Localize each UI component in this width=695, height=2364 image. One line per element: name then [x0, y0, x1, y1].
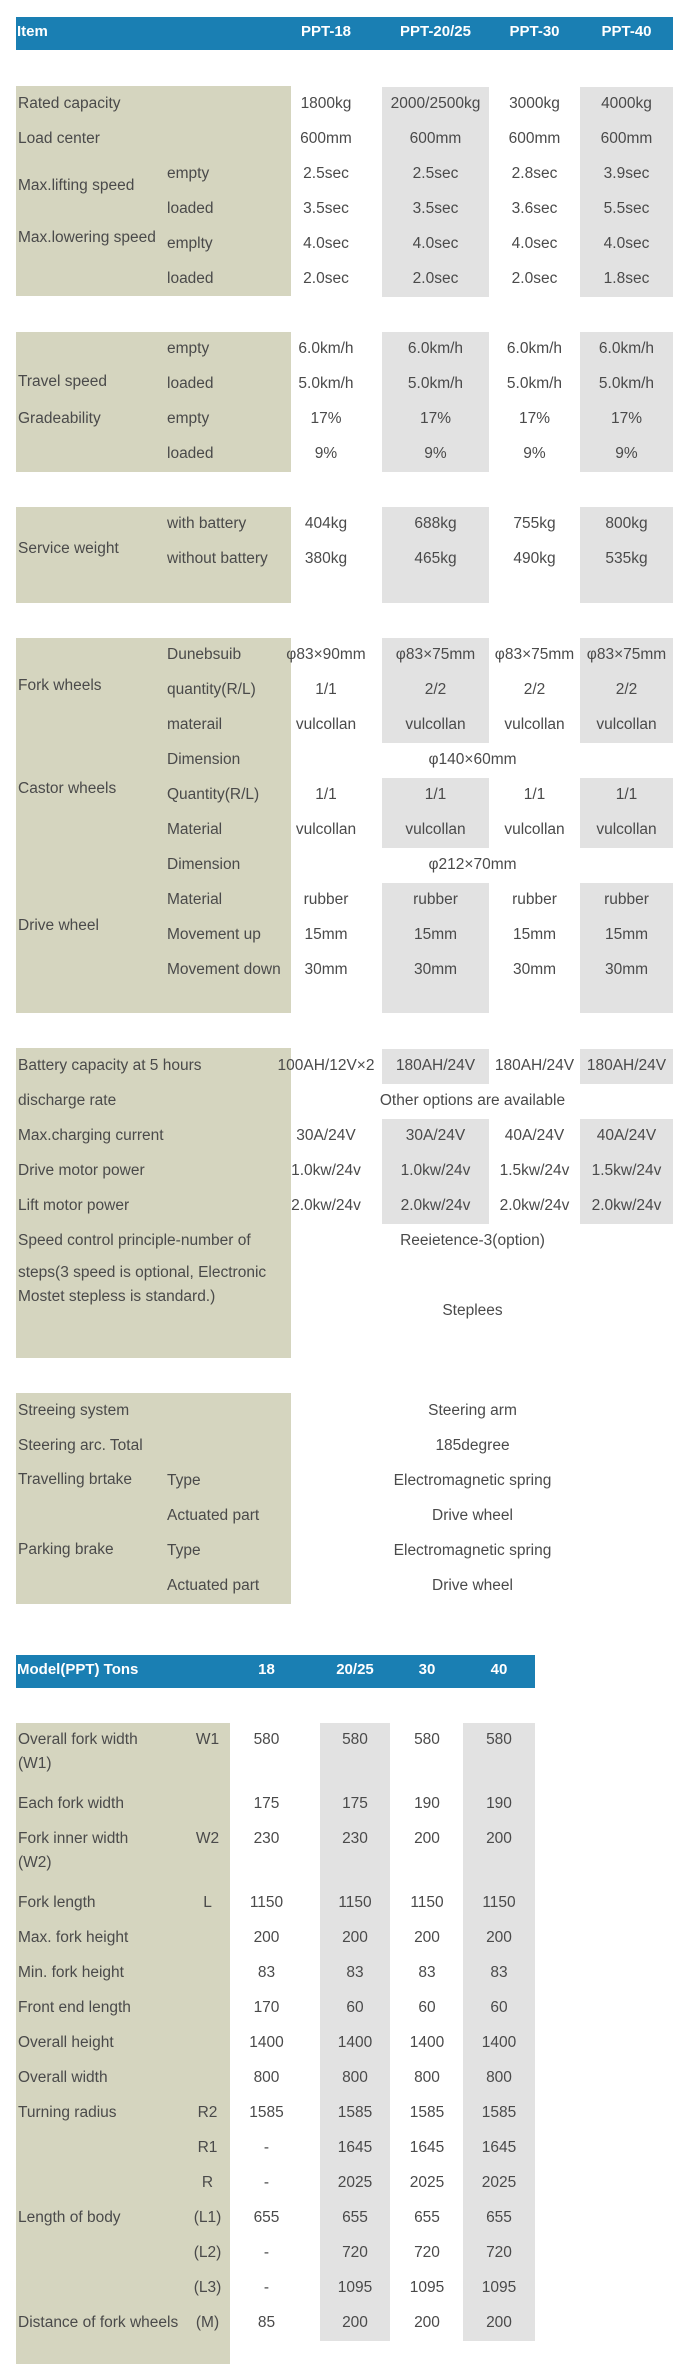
spec-cell-value: 5.0km/h [506, 375, 563, 392]
dimension-row-code: (M) [195, 2314, 220, 2331]
spec-cell-value: vulcollan [596, 716, 657, 733]
spec-cell-value: 1.0kw/24v [291, 1162, 361, 1179]
dimension-row-code: R1 [197, 2139, 218, 2156]
dimension-cell-value: 800 [342, 2069, 368, 2086]
dimension-cell-value: 1400 [481, 2034, 517, 2051]
dimension-row-code: (L3) [193, 2279, 222, 2296]
spec-cell-value: 17% [310, 410, 342, 427]
spec-cell-value: 800kg [605, 515, 648, 532]
spec-cell-value: 600mm [409, 130, 462, 147]
spec-row-sublabel: emplty [167, 235, 213, 252]
dimension-cell-value: 1095 [481, 2279, 517, 2296]
spec-cell-value: vulcollan [295, 821, 357, 838]
spec-cell-value: rubber [512, 891, 557, 908]
spec-cell-value: 180AH/24V [586, 1057, 667, 1074]
dimension-cell-value: 175 [342, 1795, 368, 1812]
spec-row-label: Drive motor power [18, 1162, 145, 1179]
spec-span-value: Drive wheel [432, 1577, 513, 1594]
dimension-header-item-label: Model(PPT) Tons [17, 1661, 139, 1678]
spec-cell-value: 30A/24V [296, 1127, 356, 1144]
spec-cell-value: 3.9sec [603, 165, 650, 182]
spec-row-label: Max.charging current [18, 1127, 164, 1144]
spec-cell-value: 2.0sec [303, 270, 349, 287]
spec-cell-value: 30mm [512, 961, 557, 978]
header-model-4: PPT-40 [601, 23, 652, 40]
dimension-cell-value: 1645 [337, 2139, 373, 2156]
dimension-row-label: Overall width [18, 2069, 108, 2086]
spec-row-sublabel: quantity(R/L) [167, 681, 256, 698]
spec-cell-value: 4.0sec [603, 235, 650, 252]
dimension-header-model-2: 20/25 [336, 1661, 374, 1678]
spec-row-label: steps(3 speed is optional, Electronic Mostet stepless is standard.) [18, 1264, 267, 1305]
spec-span-value: Steering arm [428, 1402, 517, 1419]
spec-row-sublabel: Type [167, 1542, 201, 1559]
spec-cell-value: 30A/24V [405, 1127, 466, 1144]
dimension-row-label: Distance of fork wheels [18, 2314, 179, 2331]
dimension-cell-value: 800 [486, 2069, 512, 2086]
spec-row-sublabel: Actuated part [167, 1507, 260, 1524]
spec-row-sublabel: Movement down [167, 961, 281, 978]
spec-cell-value: 3.6sec [511, 200, 558, 217]
dimension-cell-value: 200 [486, 1929, 512, 1946]
spec-span-value: Electromagnetic spring [393, 1542, 552, 1559]
spec-cell-value: 6.0km/h [298, 340, 354, 357]
dimension-cell-value: 200 [342, 2314, 368, 2331]
dimension-header-model-1: 18 [258, 1661, 275, 1678]
spec-cell-value: vulcollan [504, 821, 565, 838]
dimension-cell-value: 200 [414, 2314, 440, 2331]
dimension-cell-value: 1150 [249, 1894, 284, 1911]
spec-row-label: Castor wheels [18, 780, 117, 797]
spec-cell-value: 9% [523, 445, 546, 462]
spec-span-value: φ212×70mm [428, 856, 517, 873]
dimension-cell-value: 2025 [481, 2174, 517, 2191]
spec-row-label: Service weight [18, 540, 119, 557]
spec-row-sublabel: empty [167, 410, 210, 427]
dimension-row-label: Length of body [18, 2209, 121, 2226]
spec-cell-value: 3.5sec [412, 200, 459, 217]
spec-cell-value: 2000/2500kg [390, 95, 481, 112]
spec-cell-value: 180AH/24V [395, 1057, 476, 1074]
spec-row-label: Battery capacity at 5 hours [18, 1057, 202, 1074]
dimension-cell-value: 580 [486, 1731, 512, 1748]
dimension-cell-value: 2025 [337, 2174, 373, 2191]
spec-cell-value: 5.0km/h [407, 375, 464, 392]
dimension-cell-value: 1400 [409, 2034, 445, 2051]
spec-cell-value: 2.5sec [412, 165, 459, 182]
dimension-cell-value: 720 [486, 2244, 512, 2261]
spec-cell-value: 15mm [413, 926, 458, 943]
spec-row-label: Speed control principle-number of [18, 1232, 251, 1249]
spec-cell-value: 1.0kw/24v [400, 1162, 471, 1179]
spec-cell-value: 2.0kw/24v [400, 1197, 471, 1214]
dimension-cell-value: 1095 [409, 2279, 445, 2296]
dimension-cell-value: 580 [414, 1731, 440, 1748]
dimension-cell-value: 800 [414, 2069, 440, 2086]
dimension-cell-value: 200 [486, 1830, 512, 1847]
spec-cell-value: 2.0kw/24v [591, 1197, 662, 1214]
spec-row-label: Max.lowering speed [18, 229, 156, 246]
spec-row-sublabel: Type [167, 1472, 201, 1489]
spec-cell-value: 2.0sec [511, 270, 558, 287]
dimension-cell-value: 60 [346, 1999, 364, 2016]
dimension-cell-value: 170 [253, 1999, 280, 2016]
spec-row-label: Max.lifting speed [18, 177, 135, 194]
dimension-cell-value: 60 [490, 1999, 508, 2016]
dimension-cell-value: 200 [342, 1929, 368, 1946]
dimension-cell-value: 230 [253, 1830, 280, 1847]
dimension-cell-value: 83 [257, 1964, 276, 1981]
dimension-cell-value: 2025 [409, 2174, 445, 2191]
spec-cell-value: rubber [604, 891, 649, 908]
spec-row-sublabel: Material [167, 821, 223, 838]
dimension-cell-value: 190 [486, 1795, 512, 1812]
spec-span-value: Reeietence-3(option) [400, 1232, 545, 1249]
dimension-cell-value: 83 [490, 1964, 508, 1981]
spec-cell-value: 6.0km/h [598, 340, 655, 357]
spec-row-label: Lift motor power [18, 1197, 130, 1214]
dimension-cell-value: 1585 [409, 2104, 445, 2121]
spec-cell-value: rubber [303, 891, 349, 908]
dimension-cell-value: 190 [414, 1795, 440, 1812]
spec-cell-value: 2/2 [424, 681, 447, 698]
spec-cell-value: 5.0km/h [298, 375, 354, 392]
dimension-cell-value: 655 [414, 2209, 440, 2226]
dimension-cell-value: 580 [342, 1731, 368, 1748]
spec-cell-value: 6.0km/h [407, 340, 464, 357]
dimension-cell-value: 200 [414, 1830, 440, 1847]
dimension-cell-value: 800 [253, 2069, 280, 2086]
spec-cell-value: 1800kg [300, 95, 352, 112]
dimension-row-code: L [203, 1894, 212, 1911]
spec-row-sublabel: loaded [167, 445, 214, 462]
spec-cell-value: φ83×90mm [286, 646, 366, 663]
spec-cell-value: 600mm [300, 130, 352, 147]
spec-span-value: Electromagnetic spring [393, 1472, 552, 1489]
dimension-cell-value: 1150 [482, 1894, 516, 1911]
spec-cell-value: 5.0km/h [598, 375, 655, 392]
spec-row-sublabel: Dimension [167, 856, 241, 873]
spec-row-label: Fork wheels [18, 677, 102, 694]
spec-cell-value: 40A/24V [504, 1127, 565, 1144]
spec-cell-value: 1/1 [523, 786, 546, 803]
spec-cell-value: 2.8sec [511, 165, 558, 182]
dimension-row-code: R2 [197, 2104, 218, 2121]
spec-cell-value: 4000kg [601, 95, 652, 112]
dimension-cell-value: 1095 [337, 2279, 373, 2296]
dimension-row-label: Turning radius [18, 2104, 117, 2121]
dimension-cell-value: 230 [342, 1830, 368, 1847]
dimension-row-code: W2 [195, 1830, 220, 1847]
spec-cell-value: 1.5kw/24v [591, 1162, 662, 1179]
dimension-cell-value: 655 [486, 2209, 512, 2226]
header-model-1: PPT-18 [300, 23, 352, 40]
spec-cell-value: 380kg [304, 550, 348, 567]
dimension-cell-value: 720 [342, 2244, 368, 2261]
dimension-row-label: Overall fork width (W1) [18, 1731, 138, 1772]
spec-cell-value: φ83×75mm [586, 646, 667, 663]
spec-cell-value: 6.0km/h [506, 340, 563, 357]
spec-row-sublabel: empty [167, 165, 210, 182]
spec-cell-value: φ83×75mm [494, 646, 575, 663]
spec-cell-value: 1.5kw/24v [499, 1162, 570, 1179]
dimension-row-label: Each fork width [18, 1795, 124, 1812]
dimension-cell-value: 200 [414, 1929, 440, 1946]
dimension-cell-value: 1150 [410, 1894, 444, 1911]
dimension-row-label: Overall height [18, 2034, 114, 2051]
spec-cell-value: 688kg [414, 515, 457, 532]
dimension-cell-value: 83 [418, 1964, 436, 1981]
dimension-cell-value: 83 [346, 1964, 364, 1981]
spec-row-sublabel: with battery [167, 515, 247, 532]
spec-cell-value: 9% [424, 445, 447, 462]
spec-cell-value: 1/1 [315, 786, 337, 803]
dimension-cell-value: - [263, 2174, 270, 2191]
spec-row-label: Gradeability [18, 410, 101, 427]
spec-cell-value: 465kg [414, 550, 457, 567]
spec-cell-value: 1.8sec [603, 270, 650, 287]
spec-cell-value: 1/1 [315, 681, 337, 698]
spec-cell-value: 2/2 [615, 681, 638, 698]
spec-cell-value: 3000kg [509, 95, 560, 112]
dimension-row-label: Fork inner width (W2) [18, 1830, 129, 1871]
spec-cell-value: 15mm [304, 926, 348, 943]
spec-cell-value: 100AH/12V×2 [277, 1057, 375, 1074]
spec-cell-value: 9% [615, 445, 638, 462]
spec-cell-value: 17% [610, 410, 643, 427]
header-model-2: PPT-20/25 [400, 23, 471, 40]
spec-row-sublabel: loaded [167, 200, 214, 217]
spec-row-label: Load center [18, 130, 100, 147]
spec-row-sublabel: Quantity(R/L) [167, 786, 260, 803]
dimension-cell-value: 1585 [249, 2104, 284, 2121]
dimension-cell-value: - [263, 2139, 270, 2156]
spec-cell-value: vulcollan [405, 716, 466, 733]
spec-row-label: Steering arc. Total [18, 1437, 143, 1454]
spec-cell-value: 1/1 [424, 786, 447, 803]
spec-cell-value: 40A/24V [596, 1127, 657, 1144]
dimension-row-label: Fork length [18, 1894, 96, 1911]
spec-row-label: Streeing system [18, 1402, 130, 1419]
spec-cell-value: vulcollan [405, 821, 466, 838]
spec-cell-value: 2.0kw/24v [499, 1197, 570, 1214]
dimension-cell-value: 1645 [409, 2139, 445, 2156]
dimension-cell-value: 1585 [337, 2104, 373, 2121]
spec-cell-value: 600mm [600, 130, 653, 147]
spec-span-value: 185degree [435, 1437, 510, 1454]
spec-cell-value: 180AH/24V [494, 1057, 575, 1074]
spec-row-label: Drive wheel [18, 917, 99, 934]
dimension-cell-value: 175 [253, 1795, 280, 1812]
dimension-cell-value: 85 [257, 2314, 276, 2331]
dimension-cell-value: 200 [486, 2314, 512, 2331]
spec-cell-value: φ83×75mm [395, 646, 476, 663]
spec-cell-value: 30mm [413, 961, 458, 978]
spec-cell-value: vulcollan [596, 821, 657, 838]
dimension-cell-value: 1400 [337, 2034, 373, 2051]
spec-cell-value: 3.5sec [303, 200, 349, 217]
spec-cell-value: vulcollan [295, 716, 357, 733]
spec-cell-value: 15mm [512, 926, 557, 943]
dimension-cell-value: - [263, 2279, 270, 2296]
header-model-3: PPT-30 [509, 23, 560, 40]
dimension-row-label: Max. fork height [18, 1929, 129, 1946]
dimension-cell-value: 720 [414, 2244, 440, 2261]
dimension-cell-value: - [263, 2244, 270, 2261]
spec-row-sublabel: loaded [167, 270, 214, 287]
spec-cell-value: 490kg [513, 550, 556, 567]
dimension-header-model-4: 40 [490, 1661, 508, 1678]
spec-section-6-label-band [16, 1393, 291, 1604]
spec-cell-value: 2/2 [523, 681, 546, 698]
spec-cell-value: 5.5sec [603, 200, 650, 217]
spec-cell-value: 404kg [304, 515, 348, 532]
dimension-cell-value: 655 [253, 2209, 280, 2226]
spec-cell-value: 15mm [604, 926, 649, 943]
dimension-cell-value: 580 [253, 1731, 280, 1748]
spec-row-sublabel: Actuated part [167, 1577, 260, 1594]
spec-cell-value: 30mm [604, 961, 649, 978]
spec-row-label: discharge rate [18, 1092, 117, 1109]
spec-row-label: Travel speed [18, 373, 108, 390]
spec-row-label: Travelling brtake [18, 1471, 133, 1488]
dimension-cell-value: 1150 [338, 1894, 372, 1911]
dimension-row-label: Front end length [18, 1999, 131, 2016]
spec-span-value: φ140×60mm [428, 751, 517, 768]
header-item-label: Item [17, 23, 48, 40]
spec-row-sublabel: loaded [167, 375, 214, 392]
spec-cell-value: 535kg [605, 550, 648, 567]
spec-row-sublabel: empty [167, 340, 210, 357]
spec-row-sublabel: Movement up [167, 926, 261, 943]
spec-row-sublabel: Material [167, 891, 223, 908]
dimension-row-label: Min. fork height [18, 1964, 124, 1981]
spec-cell-value: 4.0sec [511, 235, 558, 252]
dimension-cell-value: 655 [342, 2209, 368, 2226]
dimension-cell-value: 1645 [481, 2139, 517, 2156]
spec-cell-value: rubber [413, 891, 458, 908]
spec-span-value: Other options are available [379, 1092, 566, 1109]
spec-span-value: Steplees [442, 1302, 503, 1319]
spec-cell-value: 4.0sec [303, 235, 349, 252]
dimension-cell-value: 1585 [481, 2104, 517, 2121]
spec-row-sublabel: Dimension [167, 751, 241, 768]
dimension-row-code: (L2) [193, 2244, 222, 2261]
spec-span-value: Drive wheel [432, 1507, 513, 1524]
dimension-row-code: (L1) [193, 2209, 222, 2226]
spec-cell-value: 600mm [508, 130, 561, 147]
dimension-row-code: R [201, 2174, 214, 2191]
spec-row-sublabel: without battery [167, 550, 268, 567]
spec-row-label: Parking brake [18, 1541, 114, 1558]
spec-cell-value: 755kg [513, 515, 556, 532]
spec-row-label: Rated capacity [18, 95, 121, 112]
spec-cell-value: 1/1 [615, 786, 638, 803]
spec-cell-value: 9% [314, 445, 338, 462]
spec-cell-value: 30mm [304, 961, 348, 978]
spec-cell-value: vulcollan [504, 716, 565, 733]
spec-cell-value: 17% [419, 410, 452, 427]
dimension-header-model-3: 30 [418, 1661, 436, 1678]
dimension-cell-value: 200 [253, 1929, 280, 1946]
dimension-row-code: W1 [195, 1731, 220, 1748]
dimension-cell-value: 60 [418, 1999, 436, 2016]
spec-cell-value: 2.0kw/24v [291, 1197, 361, 1214]
dimension-cell-value: 1400 [249, 2034, 284, 2051]
spec-row-sublabel: Dunebsuib [167, 646, 242, 663]
spec-row-sublabel: materail [167, 716, 223, 733]
spec-cell-value: 2.5sec [303, 165, 349, 182]
spec-cell-value: 17% [518, 410, 551, 427]
spec-cell-value: 2.0sec [412, 270, 459, 287]
spec-cell-value: 4.0sec [412, 235, 459, 252]
